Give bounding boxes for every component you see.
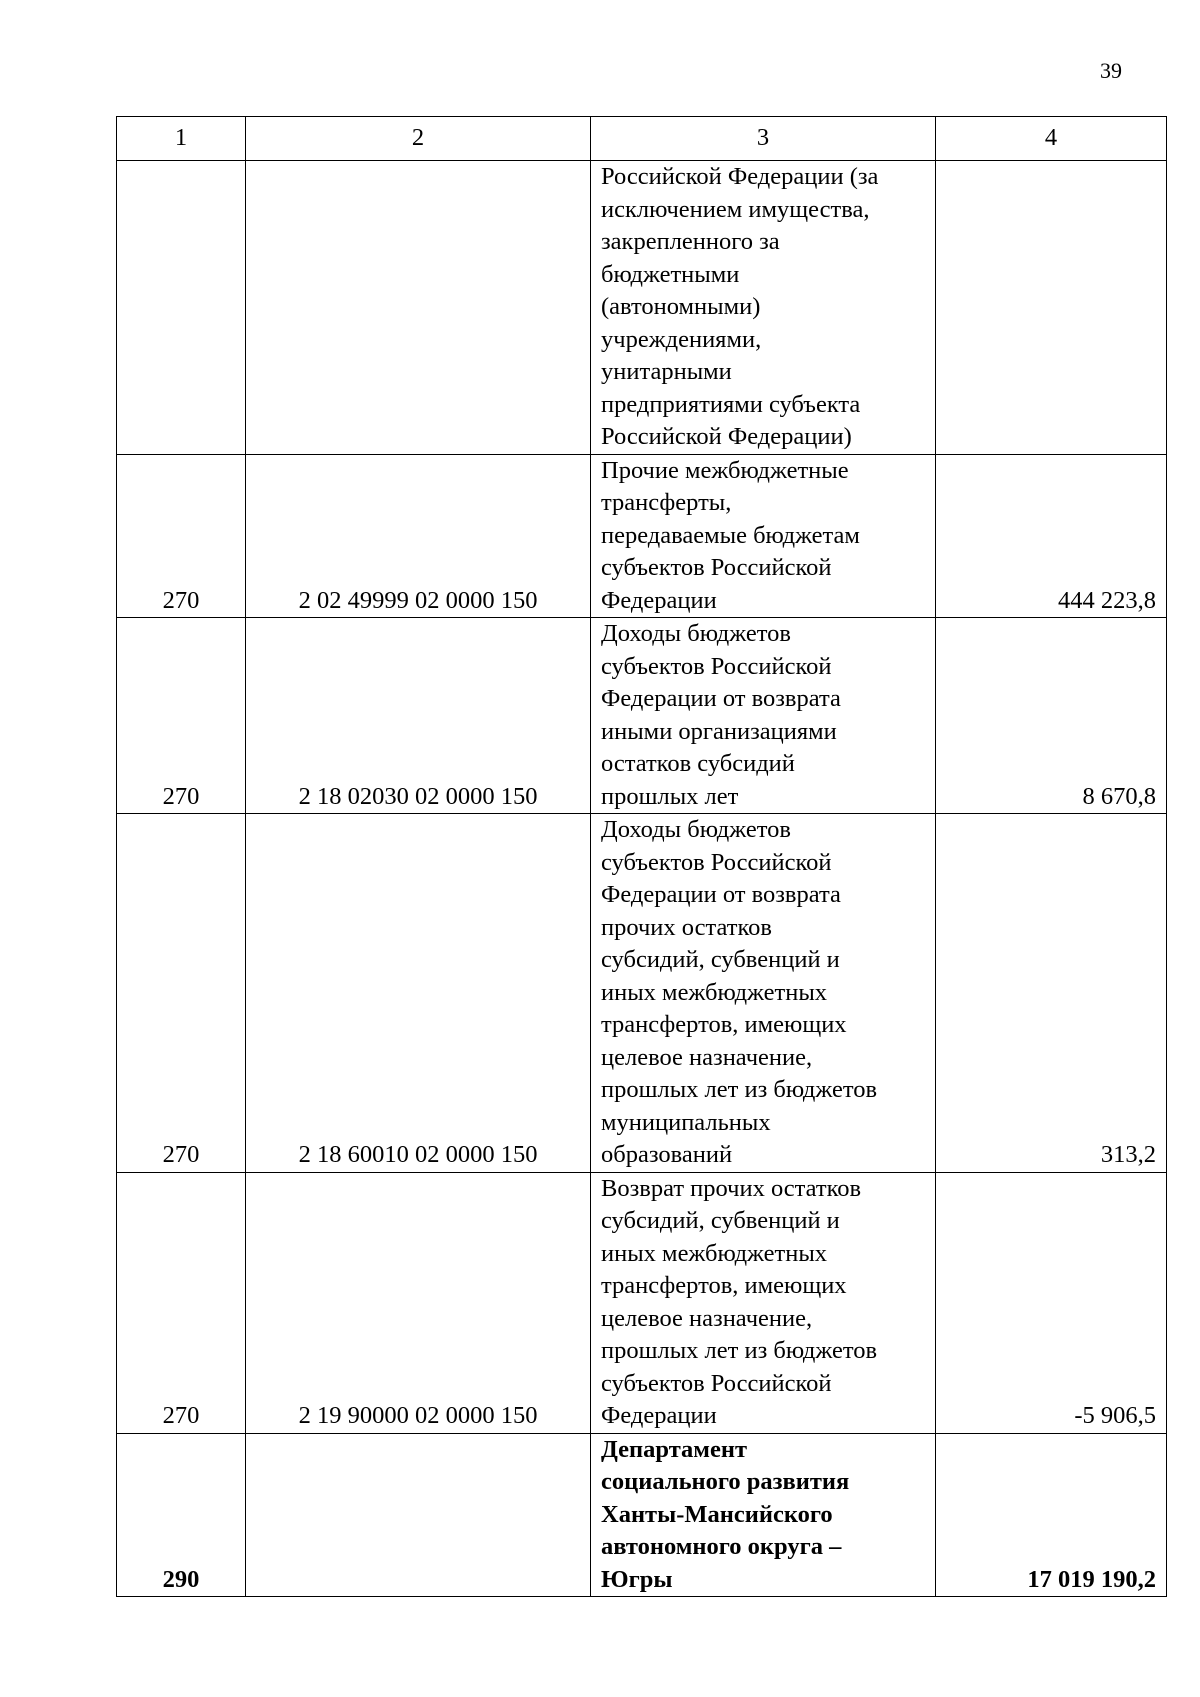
amount-cell: 313,2 [936,814,1167,1173]
description-line: (автономными) [601,293,761,320]
description-line: субсидий, субвенций и [601,1207,840,1234]
description-line: Российской Федерации) [601,423,852,450]
description-line: субъектов Российской [601,652,832,680]
header-col-1: 1 [117,117,246,161]
budget-classification-code-cell [246,1433,591,1597]
description-cell [591,618,936,814]
description-line: иными организациями [601,717,837,745]
description-line: автономного округа – [601,1533,842,1560]
description-line: субъектов Российской [601,554,832,581]
description-line: исключением имущества, [601,195,870,223]
amount-cell: -5 906,5 [936,1172,1167,1433]
description-line: трансфертов, имеющих [601,1272,847,1299]
description-line: прошлых лет из бюджетов [601,1337,878,1364]
table-row [117,161,1167,455]
budget-classification-code-cell: 2 18 60010 02 0000 150 [246,814,591,1173]
budget-classification-code-cell: 2 02 49999 02 0000 150 [246,454,591,618]
description-line: Российской Федерации (за [601,163,879,190]
description-line: целевое назначение, [601,1304,813,1332]
description-line: прошлых лет из бюджетов [601,1076,878,1103]
description-line: Доходы бюджетов [601,620,791,647]
description-line: Доходы бюджетов [601,816,791,843]
header-col-2: 2 [246,117,591,161]
description-line: унитарными [601,358,732,385]
description-line: трансферты, [601,489,732,516]
row-code-cell: 270 [117,814,246,1173]
table-row [117,814,1167,1173]
description-line: социального развития [601,1468,850,1495]
description-cell [591,1172,936,1433]
description-line: передаваемые бюджетам [601,521,860,549]
budget-table [116,116,1167,1597]
header-col-3: 3 [591,117,936,161]
description-line: образований [601,1141,733,1168]
description-cell [591,161,936,455]
budget-classification-code-cell: 2 18 02030 02 0000 150 [246,618,591,814]
budget-classification-code-cell: 2 19 90000 02 0000 150 [246,1172,591,1433]
table-body [117,161,1167,1597]
description-line: Ханты-Мансийского [601,1500,833,1528]
description-line: предприятиями субъекта [601,390,861,418]
header-row [117,117,1167,161]
description-line: иных межбюджетных [601,1239,828,1267]
description-line: субсидий, субвенций и [601,946,840,973]
description-line: трансфертов, имеющих [601,1011,847,1038]
row-code-cell: 270 [117,454,246,618]
description-line: учреждениями, [601,325,762,353]
table-row [117,1433,1167,1597]
description-line: Югры [601,1565,673,1593]
description-line: Департамент [601,1435,747,1463]
description-line: муниципальных [601,1108,771,1136]
description-line: иных межбюджетных [601,978,828,1006]
description-line: прочих остатков [601,913,772,941]
description-cell [591,1433,936,1597]
description-line: Федерации [601,586,717,614]
description-line: Возврат прочих остатков [601,1174,862,1202]
amount-cell: 8 670,8 [936,618,1167,814]
description-line: субъектов Российской [601,1369,832,1397]
description-cell [591,814,936,1173]
description-line: Федерации от возврата [601,685,841,712]
description-line: целевое назначение, [601,1043,813,1071]
description-line: Прочие межбюджетные [601,456,849,484]
budget-classification-code-cell [246,161,591,455]
description-line: прошлых лет [601,782,739,810]
description-line: Федерации [601,1402,717,1429]
table-header [117,117,1167,161]
description-cell [591,454,936,618]
description-line: остатков субсидий [601,750,795,777]
amount-cell: 17 019 190,2 [936,1433,1167,1597]
table-row [117,454,1167,618]
description-line: закрепленного за [601,228,780,255]
row-code-cell [117,161,246,455]
page-number: 39 [1100,58,1122,83]
description-line: Федерации от возврата [601,881,841,908]
description-line: бюджетными [601,260,740,288]
table-row [117,1172,1167,1433]
row-code-cell: 270 [117,1172,246,1433]
amount-cell [936,161,1167,455]
description-line: субъектов Российской [601,848,832,876]
table-row [117,618,1167,814]
row-code-cell: 270 [117,618,246,814]
row-code-cell: 290 [117,1433,246,1597]
header-col-4: 4 [936,117,1167,161]
amount-cell: 444 223,8 [936,454,1167,618]
